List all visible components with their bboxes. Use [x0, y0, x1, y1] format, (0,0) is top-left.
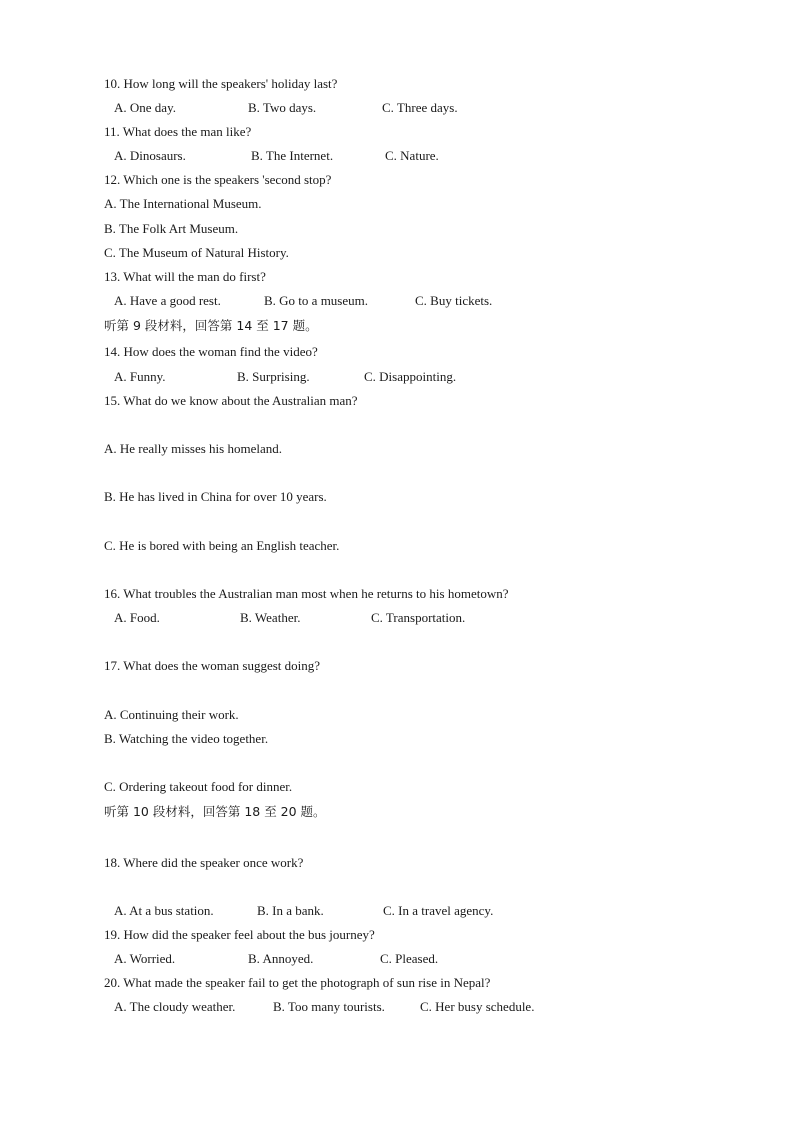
q13-option-a: A. Have a good rest. [114, 293, 221, 308]
q16-option-a: A. Food. [114, 610, 160, 625]
question-14: 14. How does the woman find the video? [104, 344, 318, 359]
q17-option-b: B. Watching the video together. [104, 731, 269, 746]
q13-option-b: B. Go to a museum. [264, 293, 368, 308]
q18-option-b: B. In a bank. [257, 903, 324, 918]
q18-option-c: C. In a travel agency. [383, 903, 494, 918]
question-12: 12. Which one is the speakers 'second stop? [104, 172, 332, 187]
q15-option-a: A. He really misses his homeland. [104, 441, 282, 456]
q10-option-b: B. Two days. [248, 100, 317, 115]
section-10-instruction: 听第 10 段材料，回答第 18 至 20 题。 [104, 804, 326, 819]
question-17: 17. What does the woman suggest doing? [104, 658, 321, 673]
q10-option-c: C. Three days. [382, 100, 458, 115]
q20-option-b: B. Too many tourists. [273, 999, 385, 1014]
q14-option-c: C. Disappointing. [364, 369, 457, 384]
q12-option-a: A. The International Museum. [104, 196, 262, 211]
q14-option-b: B. Surprising. [237, 369, 310, 384]
question-20: 20. What made the speaker fail to get the photograph of sun rise in Nepal? [104, 975, 491, 990]
q14-option-a: A. Funny. [114, 369, 166, 384]
q16-option-b: B. Weather. [240, 610, 301, 625]
question-19: 19. How did the speaker feel about the bus journey? [104, 927, 375, 942]
q12-option-b: B. The Folk Art Museum. [104, 221, 239, 236]
question-18: 18. Where did the speaker once work? [104, 855, 304, 870]
q20-option-c: C. Her busy schedule. [420, 999, 535, 1014]
section-9-instruction: 听第 9 段材料，回答第 14 至 17 题。 [104, 318, 318, 333]
q16-option-c: C. Transportation. [371, 610, 466, 625]
q11-option-b: B. The Internet. [251, 148, 334, 163]
q19-option-a: A. Worried. [114, 951, 176, 966]
q11-option-a: A. Dinosaurs. [114, 148, 186, 163]
q18-option-a: A. At a bus station. [114, 903, 214, 918]
q15-option-c: C. He is bored with being an English teacher. [104, 538, 340, 553]
q15-option-b: B. He has lived in China for over 10 years. [104, 489, 327, 504]
q12-option-c: C. The Museum of Natural History. [104, 245, 289, 260]
q17-option-a: A. Continuing their work. [104, 707, 239, 722]
q13-option-c: C. Buy tickets. [415, 293, 493, 308]
q19-option-b: B. Annoyed. [248, 951, 314, 966]
question-11: 11. What does the man like? [104, 124, 252, 139]
question-16: 16. What troubles the Australian man most when he returns to his hometown? [104, 586, 509, 601]
question-13: 13. What will the man do first? [104, 269, 266, 284]
q20-option-a: A. The cloudy weather. [114, 999, 236, 1014]
question-10: 10. How long will the speakers' holiday last? [104, 76, 338, 91]
question-15: 15. What do we know about the Australian man? [104, 393, 358, 408]
q10-option-a: A. One day. [114, 100, 176, 115]
q19-option-c: C. Pleased. [380, 951, 439, 966]
q17-option-c: C. Ordering takeout food for dinner. [104, 779, 293, 794]
q11-option-c: C. Nature. [385, 148, 439, 163]
